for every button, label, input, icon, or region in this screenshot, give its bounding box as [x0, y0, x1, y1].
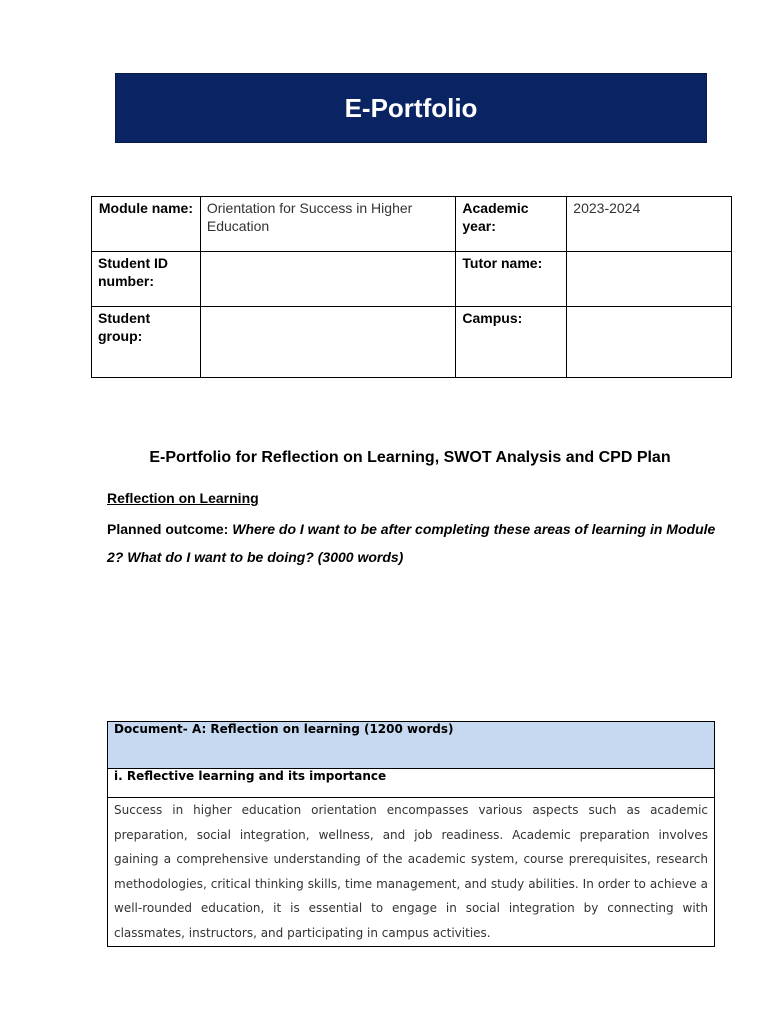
planned-outcome-text: Where do I want to be after completing these areas of learning in Module 2? What do I want to be doing? (3000 words) [107, 521, 716, 565]
document-a-body: Success in higher education orientation encompasses various aspects such as academic preparation, social integration, wellness, and job readiness. Academic preparation involves gaining a comprehensive understanding of the academic system, course prerequisites, research methodologies, critical thinking skills, time management, and study abilities. In order to achieve a well-rounded education, it is essential to engage in social integration by connecting with classmates, instructors, and participating in campus activities. [108, 798, 715, 947]
tutor-name-label: Tutor name: [456, 252, 567, 307]
academic-year-label: Academic year: [456, 197, 567, 252]
module-info-table [91, 196, 732, 378]
section-heading: Reflection on Learning [107, 490, 259, 506]
tutor-name-value [567, 252, 732, 307]
document-a-section-title: i. Reflective learning and its importance [108, 769, 715, 798]
table-row [92, 252, 732, 307]
module-name-value: Orientation for Success in Higher Education [200, 197, 456, 252]
campus-value [567, 307, 732, 378]
table-row [92, 307, 732, 378]
table-row [108, 722, 715, 769]
campus-label: Campus: [456, 307, 567, 378]
document-a-table [107, 721, 715, 947]
document-a-title: Document- A: Reflection on learning (1200 words) [108, 722, 715, 769]
planned-outcome [107, 515, 717, 571]
module-name-label: Module name: [92, 197, 201, 252]
table-row [92, 197, 732, 252]
student-group-label: Student group: [92, 307, 201, 378]
student-id-value [200, 252, 456, 307]
student-id-label: Student ID number: [92, 252, 201, 307]
academic-year-value: 2023-2024 [567, 197, 732, 252]
planned-outcome-label: Planned outcome: [107, 521, 233, 537]
table-row [108, 798, 715, 947]
student-group-value [200, 307, 456, 378]
main-heading: E-Portfolio for Reflection on Learning, SWOT Analysis and CPD Plan [149, 449, 671, 466]
table-row [108, 769, 715, 798]
eportfolio-banner [115, 73, 707, 143]
banner-title: E-Portfolio [344, 92, 478, 123]
